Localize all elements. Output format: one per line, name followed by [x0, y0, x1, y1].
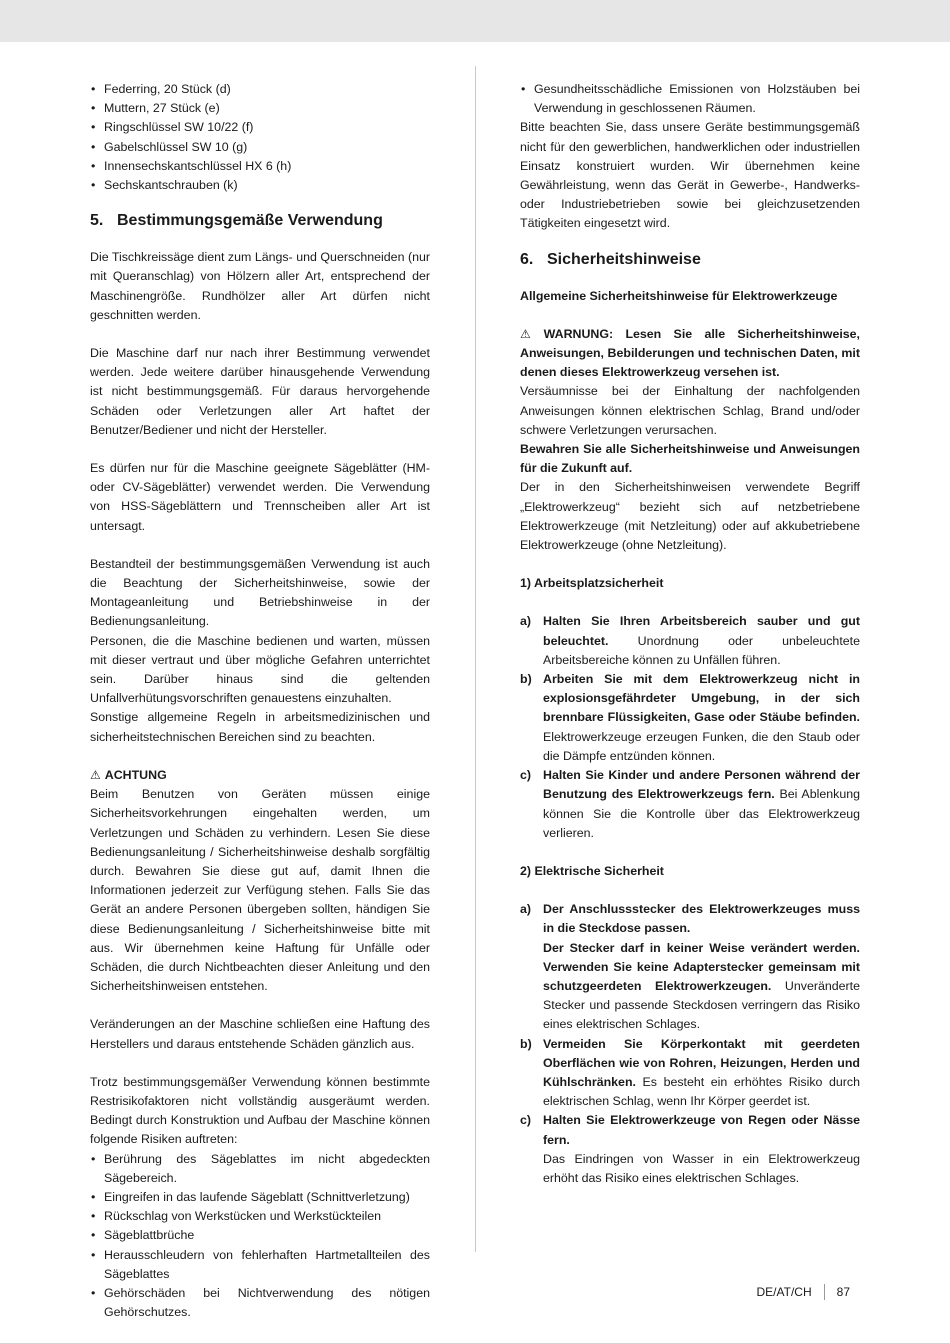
- page-number: 87: [836, 1285, 850, 1299]
- left-column: [90, 80, 430, 1322]
- subsection-heading: 1) Arbeitsplatzsicherheit: [520, 576, 664, 591]
- list-item: • Sechskantschrauben (k): [91, 178, 238, 193]
- paragraph: Bitte beachten Sie, dass unsere Geräte bestimmungsgemäß nicht für den gewerblichen, handwerklichen oder industriellen Einsatz konstruiert wurden. Wir übernehmen keine Gewährleistung, wenn das Gerät in Gewerbe-, Handwerks- oder Industriebetrieben sowie bei gleichzusetzenden Tätigkeiten eingesetzt wird.: [520, 120, 860, 231]
- list-item: • Rückschlag von Werkstücken und Werkstückteilen: [91, 1209, 382, 1224]
- list-item: a) Halten Sie Ihren Arbeitsbereich sauber und gut beleuchtet. Unordnung oder unbeleuchtete Arbeitsbereiche können zu Unfällen führen.: [520, 614, 860, 667]
- paragraph: Es dürfen nur für die Maschine geeignete Sägeblätter (HM- oder CV-Sägeblätter) verwendet werden. Die Verwendung von HSS-Sägeblättern und Trennscheiben aller Art ist untersagt.: [90, 461, 430, 533]
- list-item: • Sägeblattbrüche: [91, 1228, 195, 1243]
- warning-heading: ⚠ ACHTUNG: [90, 767, 167, 782]
- footer-region: DE/AT/CH: [756, 1285, 812, 1299]
- list-item: • Muttern, 27 Stück (e): [91, 101, 220, 116]
- list-item: a) Der Anschlussstecker des Elektrowerkzeuges muss in die Steckdose passen. Der Stecker darf in keiner Weise verändert werden. Verwenden Sie keine Adapterstecker gemeinsam mit schutzgeerdeten Elektrowerkzeugen. Unveränderte Stecker und passende Steckdosen verringern das Risiko eines elektrischen Schlages.: [520, 902, 860, 1032]
- page-footer: [757, 1284, 850, 1300]
- list-item: • Gesundheitsschädliche Emissionen von Holzstäuben bei Verwendung in geschlossenen Räumen.: [521, 82, 860, 116]
- paragraph: Personen, die die Maschine bedienen und warten, müssen mit dieser vertraut und über mögliche Gefahren unterrichtet sein. Darüber hinaus sind die geltenden Unfallverhütungsvorschriften genauestens einzuhalten.: [90, 633, 430, 706]
- risk-list-continued: [520, 80, 860, 118]
- list-item: c) Halten Sie Elektrowerkzeuge von Regen oder Nässe fern. Das Eindringen von Wasser in ein Elektrowerkzeug erhöht das Risiko eines elektrischen Schlages.: [520, 1113, 860, 1185]
- paragraph-bold: Bewahren Sie alle Sicherheitshinweise und Anweisungen für die Zukunft auf.: [520, 442, 860, 476]
- list-item: • Federring, 20 Stück (d): [91, 82, 231, 96]
- workplace-safety-list: [520, 612, 860, 842]
- list-item: • Gehörschäden bei Nichtverwendung des nötigen Gehörschutzes.: [91, 1285, 430, 1320]
- list-item: b) Vermeiden Sie Körperkontakt mit geerdeten Oberflächen wie von Rohren, Heizungen, Herden und Kühlschränken. Es besteht ein erhöhtes Risiko durch elektrischen Schlag, wenn Ihr Körper geerdet ist.: [520, 1036, 860, 1109]
- risk-list: [90, 1150, 430, 1323]
- warning-icon: ⚠: [90, 767, 101, 782]
- paragraph: Die Tischkreissäge dient zum Längs- und Querschneiden (nur mit Queranschlag) von Hölzern aller Art, entsprechend der Maschinengröße. Rundhölzer aller Art dürfen nicht geschnitten werden.: [90, 250, 430, 322]
- parts-list: [90, 80, 430, 195]
- footer-divider: [824, 1284, 825, 1300]
- paragraph: Versäumnisse bei der Einhaltung der nachfolgenden Anweisungen können elektrischen Schlag, Brand und/oder schwere Verletzungen verursachen.: [520, 384, 860, 437]
- list-item: b) Arbeiten Sie mit dem Elektrowerkzeug nicht in explosionsgefährdeter Umgebung, in der sich brennbare Flüssigkeiten, Gase oder Stäube befinden. Elektrowerkzeuge erzeugen Funken, die den Staub oder die Dämpfe entzünden können.: [520, 672, 860, 763]
- general-safety-heading: Allgemeine Sicherheitshinweise für Elektrowerkzeuge: [520, 288, 838, 303]
- list-item: • Gabelschlüssel SW 10 (g): [91, 139, 248, 154]
- right-column: [520, 80, 860, 1188]
- list-item: • Herausschleudern von fehlerhaften Hartmetallteilen des Sägeblattes: [91, 1247, 430, 1281]
- paragraph: Sonstige allgemeine Regeln in arbeitsmedizinischen und sicherheitstechnischen Bereichen sind zu beachten.: [90, 710, 430, 744]
- list-item: • Berührung des Sägeblattes im nicht abgedeckten Sägebereich.: [91, 1151, 430, 1185]
- list-item: c) Halten Sie Kinder und andere Personen während der Benutzung des Elektrowerkzeugs fern. Bei Ablenkung können Sie die Kontrolle über das Elektrowerkzeug verlieren.: [520, 768, 860, 840]
- warning-text: Beim Benutzen von Geräten müssen einige Sicherheitsvorkehrungen eingehalten werden, um Verletzungen und Schäden zu verhindern. Lesen Sie diese Bedienungsanleitung / Sicherheitshinweise deshalb sorgfältig durch. Bewahren Sie diese gut auf, damit Ihnen die Informationen jederzeit zur Verfügung stehen. Falls Sie das Gerät an andere Personen übergeben sollten, händigen Sie diese Bedienungsanleitung / Sicherheitshinweise bitte mit aus. Wir übernehmen keine Haftung für Unfälle oder Schäden, die durch Nichtbeachten dieser Anleitung und den Sicherheitshinweisen entstehen.: [90, 787, 430, 994]
- warning-icon: ⚠: [520, 326, 540, 341]
- paragraph: Der in den Sicherheitshinweisen verwendete Begriff „Elektrowerkzeug“ bezieht sich auf netzbetriebene Elektrowerkzeuge (mit Netzleitung) oder auf akkubetriebene Elektrowerkzeuge (ohne Netzleitung).: [520, 480, 860, 553]
- subsection-heading: 2) Elektrische Sicherheit: [520, 863, 664, 878]
- electrical-safety-list: [520, 900, 860, 1188]
- column-divider: [475, 66, 476, 1252]
- paragraph: Veränderungen an der Maschine schließen eine Haftung des Herstellers und daraus entstehende Schäden gänzlich aus.: [90, 1017, 430, 1051]
- section-5-heading: 5. Bestimmungsgemäße Verwendung: [90, 212, 383, 230]
- list-item: • Eingreifen in das laufende Sägeblatt (Schnittverletzung): [91, 1189, 410, 1204]
- paragraph: Trotz bestimmungsgemäßer Verwendung können bestimmte Restrisikofaktoren nicht vollständig ausgeräumt werden. Bedingt durch Konstruktion und Aufbau der Maschine können folgende Risiken auftreten:: [90, 1074, 430, 1147]
- list-item: • Innensechskantschlüssel HX 6 (h): [91, 158, 292, 173]
- section-6-heading: 6. Sicherheitshinweise: [520, 250, 701, 268]
- paragraph: Die Maschine darf nur nach ihrer Bestimmung verwendet werden. Jede weitere darüber hinausgehende Verwendung ist nicht bestimmungsgemäß. Für daraus hervorgehende Schäden oder Verletzungen aller Art haftet der Benutzer/Bediener und nicht der Hersteller.: [90, 346, 430, 437]
- top-header-band: [0, 0, 950, 42]
- list-item: • Ringschlüssel SW 10/22 (f): [91, 120, 254, 135]
- paragraph: Bestandteil der bestimmungsgemäßen Verwendung ist auch die Beachtung der Sicherheitshinweise, sowie der Montageanleitung und Betriebshinweise in der Bedienungsanleitung.: [90, 556, 430, 629]
- warning-block: ⚠ WARNUNG: Lesen Sie alle Sicherheitshinweise, Anweisungen, Bebilderungen und technischen Daten, mit denen dieses Elektrowerkzeug versehen ist.: [520, 326, 860, 380]
